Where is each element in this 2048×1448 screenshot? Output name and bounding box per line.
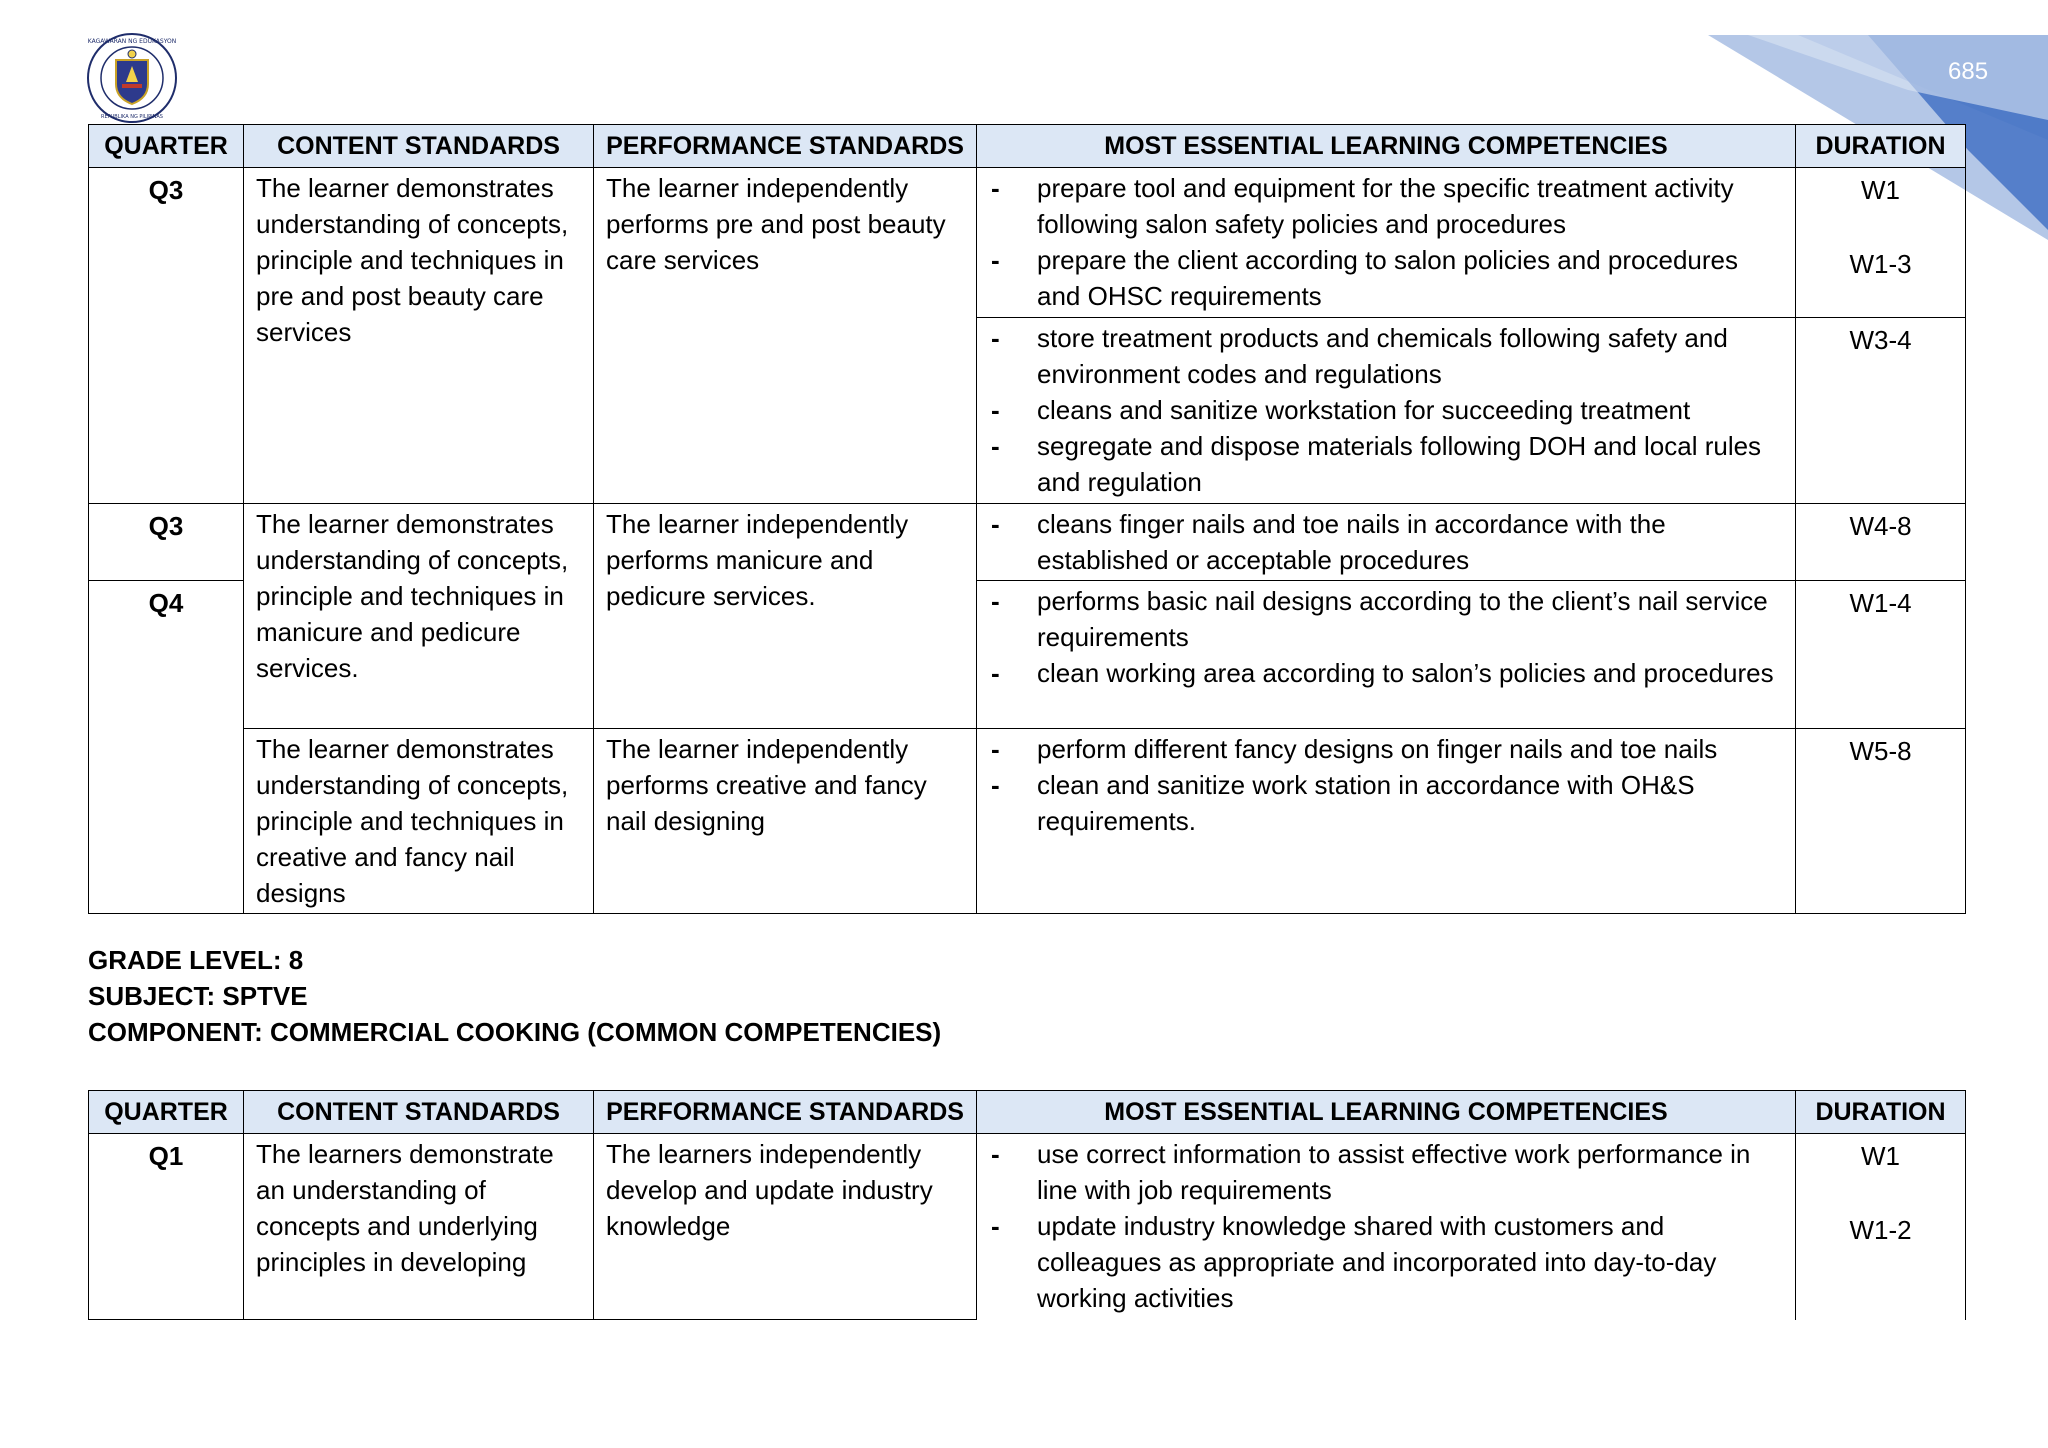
col-header-duration: DURATION — [1796, 1091, 1966, 1134]
competencies-cell — [977, 318, 1796, 504]
competency-item — [987, 392, 1787, 428]
table-header-row — [89, 1091, 1966, 1134]
col-header-competencies: MOST ESSENTIAL LEARNING COMPETENCIES — [977, 125, 1796, 168]
deped-seal-icon — [86, 32, 178, 124]
competency-text: prepare the client according to salon policies and procedures and OHSC requirements — [1037, 245, 1738, 311]
table-row — [89, 729, 1966, 914]
dash-bullet: - — [991, 431, 1000, 461]
col-header-duration: DURATION — [1796, 125, 1966, 168]
duration-cell — [1796, 1134, 1966, 1320]
svg-text:REPUBLIKA NG PILIPINAS: REPUBLIKA NG PILIPINAS — [101, 114, 163, 120]
competencies-cell — [977, 729, 1796, 914]
duration-value: W1 — [1861, 1141, 1900, 1171]
duration-cell — [1796, 168, 1966, 318]
dash-bullet: - — [991, 770, 1000, 800]
content-standard-cell: The learners demonstrate an understanding of concepts and underlying principles in developing — [244, 1134, 594, 1320]
table-row — [89, 168, 1966, 318]
competency-item — [987, 1136, 1787, 1208]
competencies-cell — [977, 581, 1796, 729]
performance-standard-cell: The learner independently performs pre and post beauty care services — [594, 168, 977, 504]
competency-item — [987, 242, 1787, 314]
dash-bullet: - — [991, 1139, 1000, 1169]
duration-cell: W5-8 — [1796, 729, 1966, 914]
competency-text: prepare tool and equipment for the specific treatment activity following salon safety policies and procedures — [1037, 173, 1734, 239]
duration-value: W1-3 — [1849, 249, 1912, 279]
duration-value: W1 — [1861, 175, 1900, 205]
quarter-cell: Q1 — [89, 1134, 244, 1320]
competency-item — [987, 583, 1787, 655]
dash-bullet: - — [991, 395, 1000, 425]
content-standard-cell: The learner demonstrates understanding of concepts, principle and techniques in manicure and pedicure services. — [244, 504, 594, 729]
duration-cell: W3-4 — [1796, 318, 1966, 504]
competencies-cell — [977, 1134, 1796, 1320]
quarter-cell: Q4 — [89, 581, 244, 914]
competency-text: performs basic nail designs according to the client’s nail service requirements — [1037, 586, 1768, 652]
dash-bullet: - — [991, 658, 1000, 688]
competency-item — [987, 428, 1787, 500]
competency-text: segregate and dispose materials following DOH and local rules and regulation — [1037, 431, 1762, 497]
dash-bullet: - — [991, 509, 1000, 539]
competency-item — [987, 170, 1787, 242]
grade-level-heading: GRADE LEVEL: 8 — [88, 945, 304, 975]
col-header-content-standards: CONTENT STANDARDS — [244, 1091, 594, 1134]
competency-text: cleans finger nails and toe nails in accordance with the established or acceptable procedures — [1037, 509, 1666, 575]
content-standard-cell: The learner demonstrates understanding of concepts, principle and techniques in pre and post beauty care services — [244, 168, 594, 504]
standards-table-1 — [88, 124, 1966, 914]
dash-bullet: - — [991, 323, 1000, 353]
duration-value: W1-2 — [1849, 1215, 1912, 1245]
competency-item — [987, 731, 1787, 767]
col-header-competencies: MOST ESSENTIAL LEARNING COMPETENCIES — [977, 1091, 1796, 1134]
dash-bullet: - — [991, 586, 1000, 616]
competency-item — [987, 767, 1787, 839]
competencies-cell — [977, 504, 1796, 581]
competency-text: use correct information to assist effective work performance in line with job requirements — [1037, 1139, 1751, 1205]
competencies-cell — [977, 168, 1796, 318]
table-header-row — [89, 125, 1966, 168]
col-header-content-standards: CONTENT STANDARDS — [244, 125, 594, 168]
performance-standard-cell: The learners independently develop and update industry knowledge — [594, 1134, 977, 1320]
standards-table-2 — [88, 1090, 1966, 1320]
duration-cell: W4-8 — [1796, 504, 1966, 581]
subject-heading: SUBJECT: SPTVE — [88, 981, 308, 1011]
competency-item — [987, 655, 1787, 691]
dash-bullet: - — [991, 173, 1000, 203]
table-row — [89, 504, 1966, 581]
competency-text: cleans and sanitize workstation for succeeding treatment — [1037, 395, 1691, 425]
col-header-performance-standards: PERFORMANCE STANDARDS — [594, 1091, 977, 1134]
duration-cell: W1-4 — [1796, 581, 1966, 729]
performance-standard-cell: The learner independently performs creative and fancy nail designing — [594, 729, 977, 914]
col-header-quarter: QUARTER — [89, 125, 244, 168]
dash-bullet: - — [991, 734, 1000, 764]
svg-text:KAGAWARAN NG EDUKASYON: KAGAWARAN NG EDUKASYON — [87, 38, 177, 45]
competency-text: perform different fancy designs on finger nails and toe nails — [1037, 734, 1718, 764]
competency-item — [987, 506, 1787, 578]
competency-text: store treatment products and chemicals following safety and environment codes and regulations — [1037, 323, 1728, 389]
dash-bullet: - — [991, 1211, 1000, 1241]
content-standard-cell: The learner demonstrates understanding of concepts, principle and techniques in creative and fancy nail designs — [244, 729, 594, 914]
col-header-quarter: QUARTER — [89, 1091, 244, 1134]
competency-item — [987, 320, 1787, 392]
competency-text: clean working area according to salon’s policies and procedures — [1037, 658, 1774, 688]
quarter-cell: Q3 — [89, 504, 244, 581]
competency-text: clean and sanitize work station in accordance with OH&S requirements. — [1037, 770, 1695, 836]
page-number: 685 — [1948, 58, 1989, 85]
dash-bullet: - — [991, 245, 1000, 275]
component-heading: COMPONENT: COMMERCIAL COOKING (COMMON COMPETENCIES) — [88, 1017, 942, 1047]
competency-text: update industry knowledge shared with customers and colleagues as appropriate and incorporated into day-to-day working activities — [1037, 1211, 1717, 1313]
quarter-cell: Q3 — [89, 168, 244, 504]
table-row — [89, 1134, 1966, 1320]
competency-item — [987, 1208, 1787, 1316]
performance-standard-cell: The learner independently performs manicure and pedicure services. — [594, 504, 977, 729]
col-header-performance-standards: PERFORMANCE STANDARDS — [594, 125, 977, 168]
